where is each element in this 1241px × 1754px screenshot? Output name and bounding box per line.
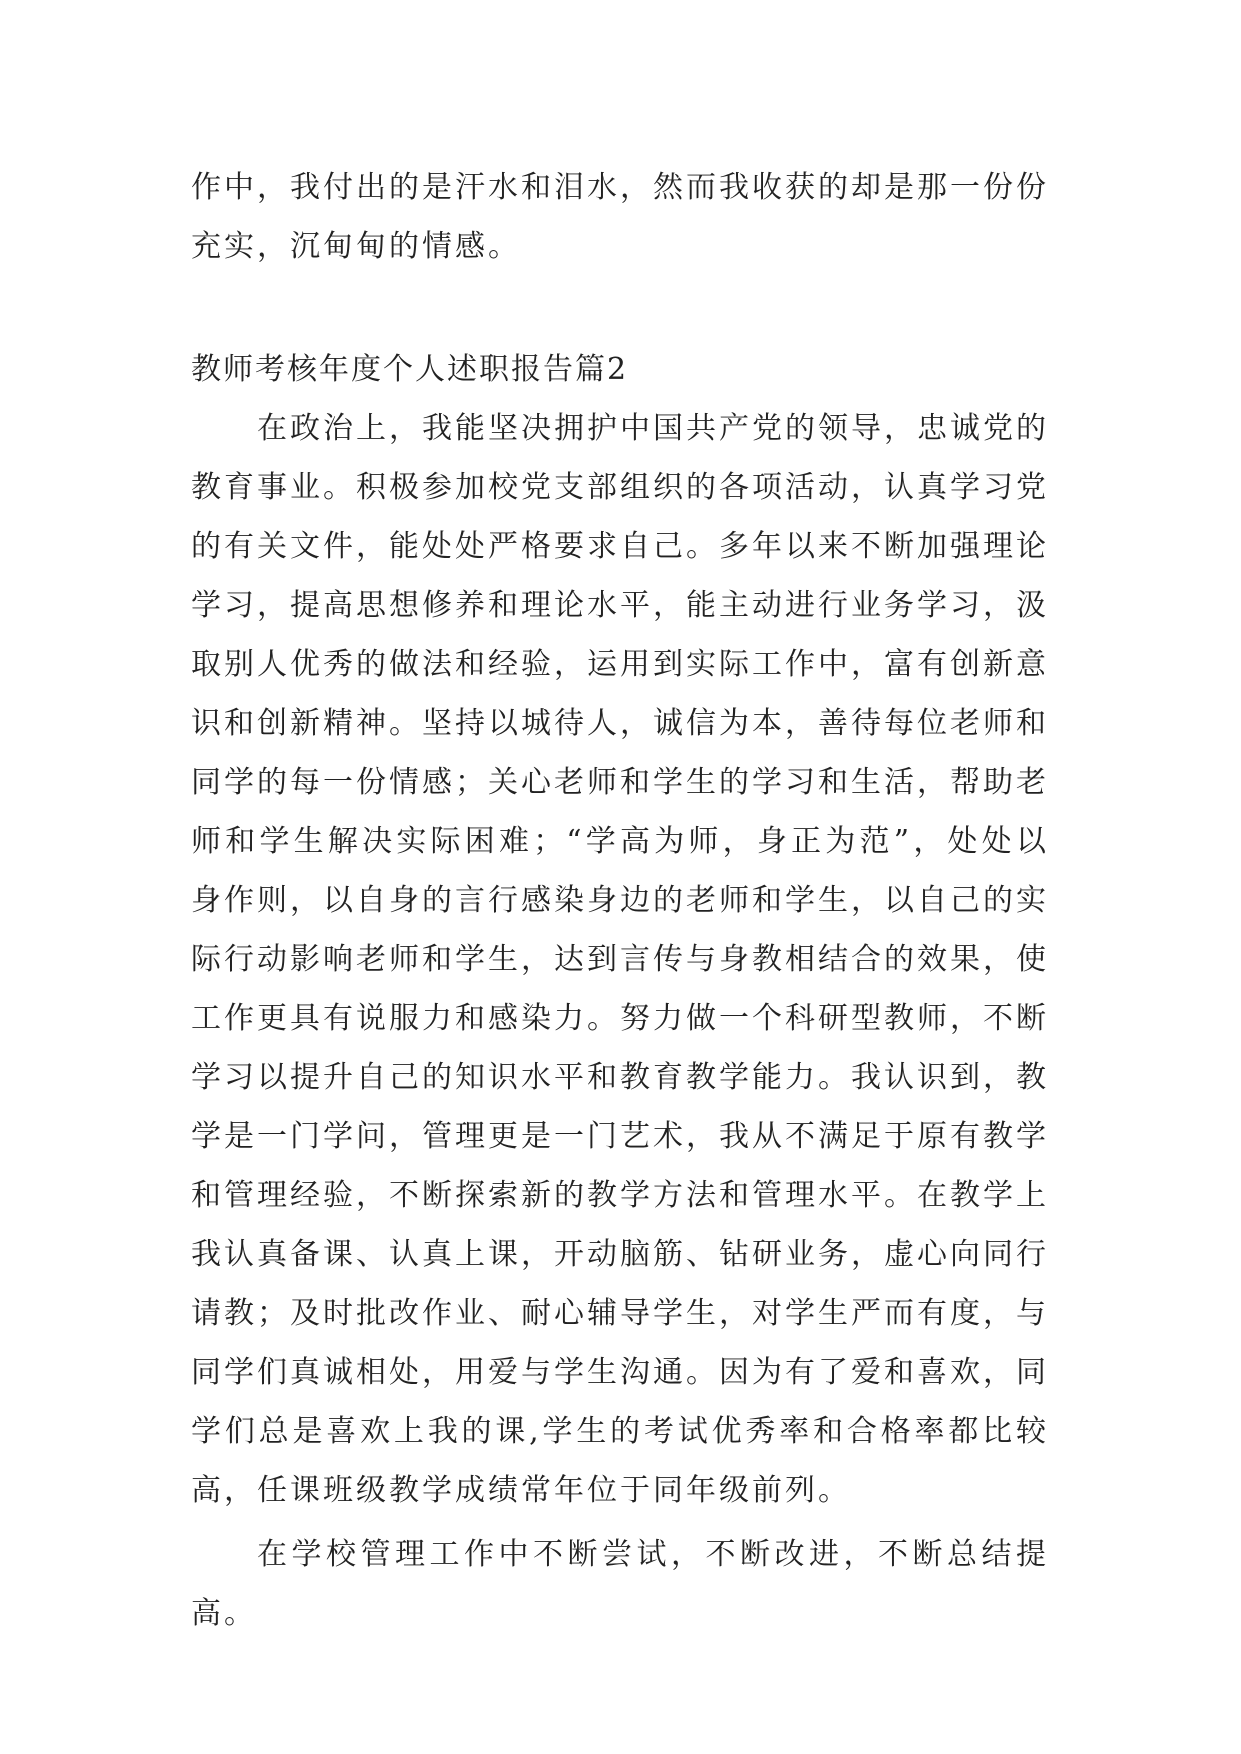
- body-paragraph-1: 在政治上，我能坚决拥护中国共产党的领导，忠诚党的教育事业。积极参加校党支部组织的各项活动，认真学习党的有关文件，能处处严格要求自己。多年以来不断加强理论学习，提高思想修养和理论水平，能主动进行业务学习，汲取别人优秀的做法和经验，运用到实际工作中，富有创新意识和创新精神。坚持以城待人，诚信为本，善待每位老师和同学的每一份情感；关心老师和学生的学习和生活，帮助老师和学生解决实际困难；“学高为师，身正为范”，处处以身作则，以自身的言行感染身边的老师和学生，以自己的实际行动影响老师和学生，达到言传与身教相结合的效果，使工作更具有说服力和感染力。努力做一个科研型教师，不断学习以提升自己的知识水平和教育教学能力。我认识到，教学是一门学问，管理更是一门艺术，我从不满足于原有教学和管理经验，不断探索新的教学方法和管理水平。在教学上我认真备课、认真上课，开动脑筋、钻研业务，虚心向同行请教；及时批改作业、耐心辅导学生，对学生严而有度，与同学们真诚相处，用爱与学生沟通。因为有了爱和喜欢，同学们总是喜欢上我的课,学生的考试优秀率和合格率都比较高，任课班级教学成绩常年位于同年级前列。: [191, 411, 1049, 1508]
- section-title: 教师考核年度个人述职报告篇2: [191, 352, 629, 387]
- continuation-paragraph: 作中，我付出的是汗水和泪水，然而我收获的却是那一份份充实，沉甸甸的情感。: [191, 170, 1049, 264]
- body-paragraph-2: 在学校管理工作中不断尝试，不断改进，不断总结提高。: [191, 1537, 1049, 1631]
- document-body: [191, 158, 1049, 1643]
